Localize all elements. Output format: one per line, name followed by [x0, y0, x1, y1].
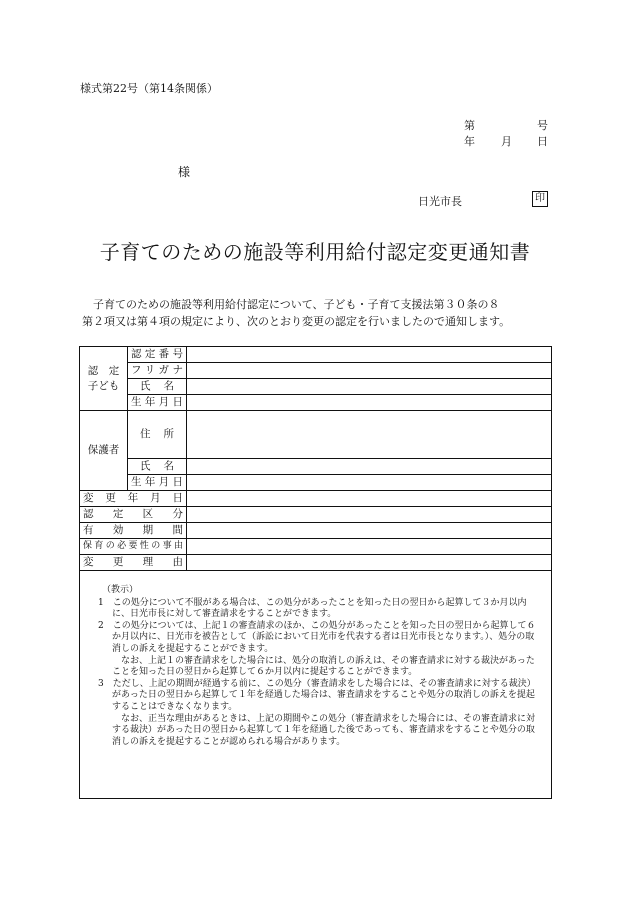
intro-line-1: 子育てのための施設等利用給付認定について、子ども・子育て支援法第３０条の８: [93, 298, 500, 311]
row-label-address: 住所: [128, 411, 187, 459]
child-group-line-2: 子ども: [87, 379, 120, 392]
child-name-value: [187, 379, 552, 395]
cert-category-value: [187, 507, 552, 523]
notice-item-3: 3 ただし、上記の期間が経過する前に、この処分（審査請求をした場合には、その審査請求に対する裁決）があった日の翌日から起算して１年を経過した場合は、審査請求をすることや処分の取消しの訴えを提起することはできなくなります。: [98, 678, 536, 712]
notice-heading: （教示）: [102, 585, 139, 595]
date-day: 日: [537, 135, 548, 148]
form-number: 様式第22号（第14条関係）: [80, 82, 218, 95]
child-group-line-1: 認 定: [87, 364, 120, 377]
cert-number-value: [187, 347, 552, 363]
address-value: [187, 411, 552, 459]
certification-table: [79, 346, 552, 571]
intro-text: [82, 296, 552, 330]
intro-line-2: 第２項又は第４項の規定により、次のとおり変更の認定を行いましたので通知します。: [82, 315, 511, 328]
child-birthdate-value: [187, 395, 552, 411]
row-label-change-reason: 変更理由: [80, 555, 187, 571]
row-label-guardian-birthdate: 生年月日: [128, 475, 187, 491]
doc-number-dai: 第: [464, 119, 475, 132]
table-row: [80, 411, 552, 459]
row-label-cert-category: 認定区分: [80, 507, 187, 523]
date-year: 年: [464, 135, 475, 148]
notice-item-2: 2 この処分については、上記１の審査請求のほか、この処分があったことを知った日の翌日から起算して６か月以内に、日光市を被告として（訴訟において日光市を代表する者は日光市長となります。）、処分の取消しの訴えを提起することができます。: [98, 620, 536, 654]
row-label-valid-period: 有効期間: [80, 523, 187, 539]
table-row: [80, 459, 552, 475]
notice-item-1: 1 この処分について不服がある場合は、この処分があったことを知った日の翌日から起算して３か月以内に、日光市長に対して審査請求をすることができます。: [98, 597, 527, 620]
row-label-necessity: 保育の必要性の事由: [80, 539, 187, 555]
doc-number-go: 号: [537, 119, 548, 132]
issuer-name: 日光市長: [418, 195, 462, 208]
table-row: [80, 491, 552, 507]
guardian-birthdate-value: [187, 475, 552, 491]
valid-period-value: [187, 523, 552, 539]
row-label-cert-number: 認定番号: [128, 347, 187, 363]
notice-content: [98, 585, 536, 748]
date-month: 月: [501, 135, 512, 148]
notice-box: [79, 567, 552, 799]
table-row: [80, 395, 552, 411]
row-label-furigana: フリガナ: [128, 363, 187, 379]
furigana-value: [187, 363, 552, 379]
table-row: [80, 507, 552, 523]
row-label-change-date: 変更年月日: [80, 491, 187, 507]
table-row: [80, 523, 552, 539]
guardian-name-value: [187, 459, 552, 475]
document-title: 子育てのための施設等利用給付認定変更通知書: [99, 240, 531, 264]
necessity-value: [187, 539, 552, 555]
seal-stamp: 印: [532, 191, 548, 207]
table-row: [80, 475, 552, 491]
guardian-group-label: 保護者: [80, 411, 128, 491]
table-row: [80, 379, 552, 395]
change-date-value: [187, 491, 552, 507]
row-label-child-name: 氏名: [128, 379, 187, 395]
table-row: [80, 363, 552, 379]
row-label-child-birthdate: 生年月日: [128, 395, 187, 411]
row-label-guardian-name: 氏名: [128, 459, 187, 475]
table-row: [80, 347, 552, 363]
notice-item-3-sub: なお、正当な理由があるときは、上記の期間やこの処分（審査請求をした場合には、その審査請求に対する裁決）があった日の翌日から起算して１年を経過した後であっても、審査請求をすることや処分の取消しの訴えを提起することが認められる場合があります。: [112, 713, 536, 747]
table-row: [80, 539, 552, 555]
notice-item-2-sub: なお、上記１の審査請求をした場合には、処分の取消しの訴えは、その審査請求に対する裁決があったことを知った日の翌日から起算して６か月以内に提起することができます。: [112, 655, 535, 678]
addressee-suffix: 様: [178, 165, 191, 179]
child-group-label: [80, 347, 128, 411]
